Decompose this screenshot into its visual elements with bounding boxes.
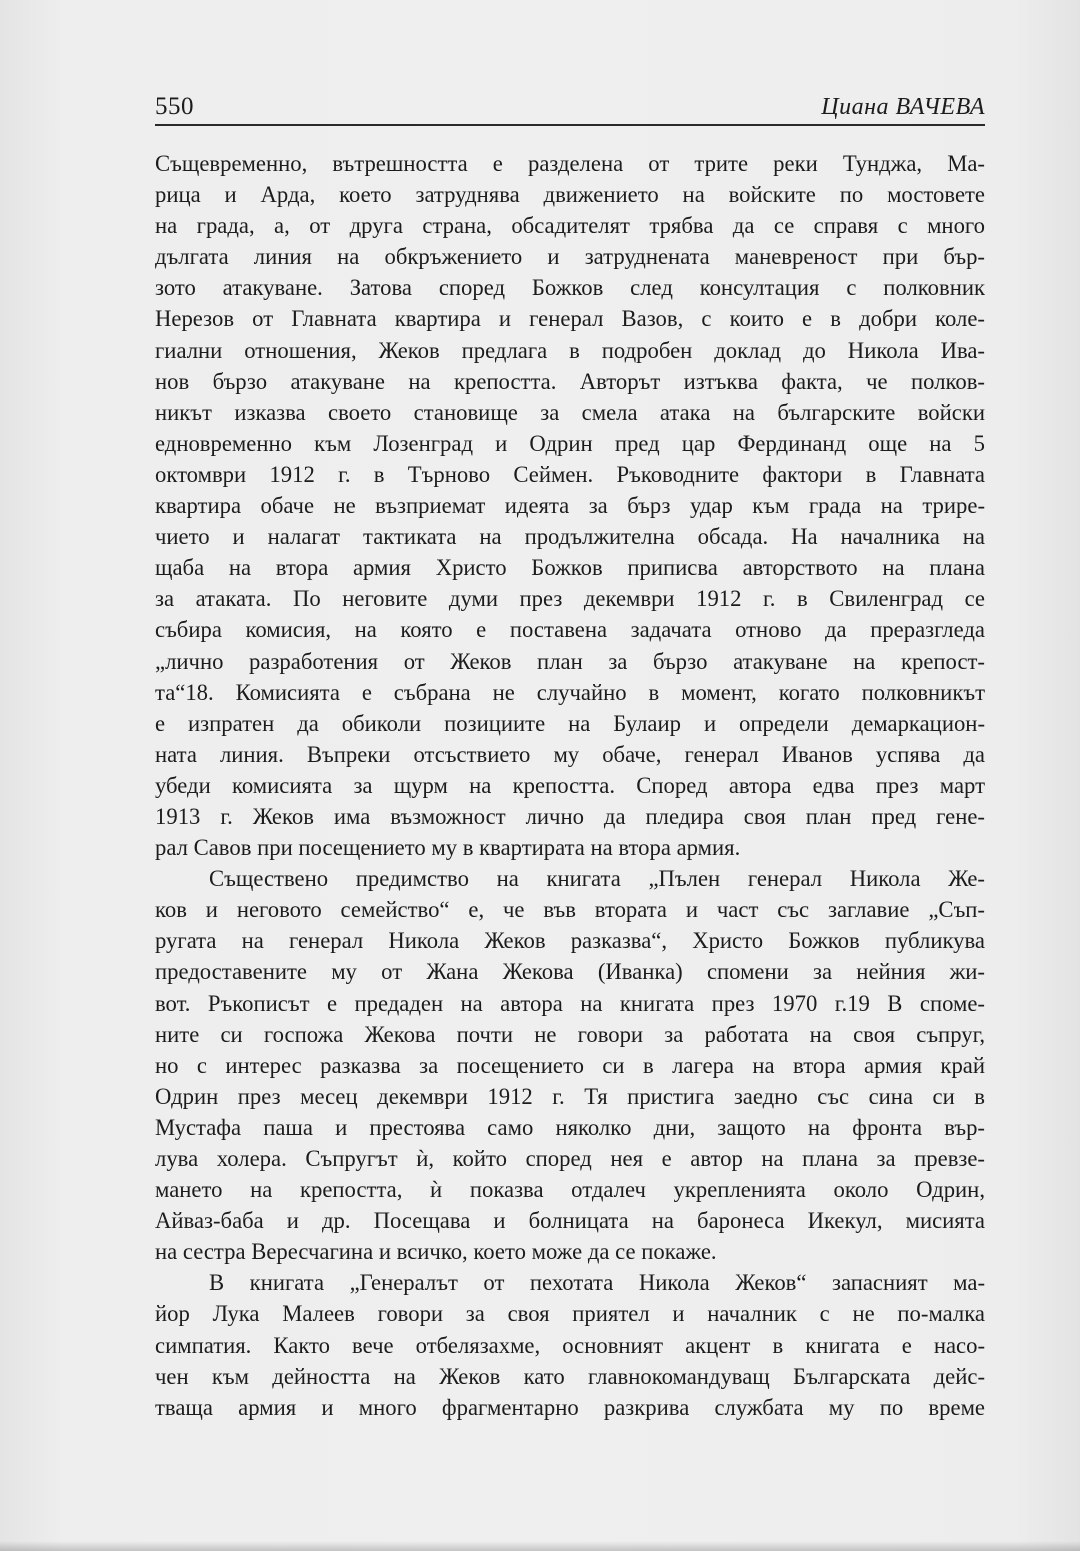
text-line: Одрин през месец декември 1912 г. Тя пристига заедно със сина си в xyxy=(155,1083,985,1109)
text-line: ните си госпожа Жекова почти не говори за работата на своя съпруг, xyxy=(155,1021,985,1047)
text-line: ков и неговото семейство“ е, че във втората и част със заглавие „Съп- xyxy=(155,897,985,923)
text-line: йор Лука Малеев говори за своя приятел и началник с не по-малка xyxy=(155,1301,985,1327)
text-line: „лично разработения от Жеков план за бързо атакуване на крепост- xyxy=(155,648,985,674)
text-line: квартира обаче не възприемат идеята за бърз удар към града на трире- xyxy=(155,493,985,519)
text-line: 1913 г. Жеков има възможност лично да пледира своя план пред гене- xyxy=(155,803,985,829)
text-line: е изпратен да обиколи позициите на Булаир и определи демаркацион- xyxy=(155,710,985,736)
text-line: ната линия. Въпреки отсъствието му обаче, генерал Иванов успява да xyxy=(155,741,985,767)
text-line: ругата на генерал Никола Жеков разказва“, Христо Божков публикува xyxy=(155,928,985,954)
text-line: В книгата „Генералът от пехотата Никола Жеков“ запасният ма- xyxy=(209,1270,985,1296)
text-line: нов бързо атакуване на крепостта. Авторът изтъква факта, че полков- xyxy=(155,368,985,394)
text-line: на града, а, от друга страна, обсадителят трябва да се справя с много xyxy=(155,213,985,239)
page-number: 550 xyxy=(155,93,194,120)
text-line: но с интерес разказва за посещението си в лагера на втора армия край xyxy=(155,1052,985,1078)
running-head: Циана ВАЧЕВА xyxy=(821,94,985,120)
text-line: Айваз-баба и др. Посещава и болницата на баронеса Икекул, мисията xyxy=(155,1208,985,1234)
text-line: събира комисия, на която е поставена задачата отново да преразгледа xyxy=(155,617,985,643)
body-text xyxy=(155,148,985,1423)
page-edge-shadow xyxy=(0,1541,1080,1551)
text-line: дългата линия на обкръжението и затрудненатa маневреност при бър- xyxy=(155,244,985,270)
text-line: убеди комисията за щурм на крепостта. Според автора едва през март xyxy=(155,772,985,798)
text-line: симпатия. Както вече отбелязахме, основният акцент в книгата е насо- xyxy=(155,1332,985,1358)
text-line: никът изказва своето становище за смела атака на българските войски xyxy=(155,399,985,425)
text-line: Нерезов от Главната квартира и генерал Вазов, с които е в добри коле- xyxy=(155,306,985,332)
text-line: вот. Ръкописът е предаден на автора на книгата през 1970 г.19 В споме- xyxy=(155,990,985,1016)
text-line: тваща армия и много фрагментарно разкрива службата му по време xyxy=(155,1394,985,1420)
page-header xyxy=(155,88,985,126)
text-line: чен към дейността на Жеков като главнокомандуващ Българската дейс- xyxy=(155,1363,985,1389)
text-line: рица и Арда, което затруднява движението на войските по мостовете xyxy=(155,182,985,208)
text-line: едновременно към Лозенград и Одрин пред цар Фердинанд още на 5 xyxy=(155,430,985,456)
text-line: гиални отношения, Жеков предлага в подробен доклад до Никола Ива- xyxy=(155,337,985,363)
text-line: Съществено предимство на книгата „Пълен генерал Никола Же- xyxy=(209,866,985,892)
text-line: за атаката. По неговите думи през декември 1912 г. в Свиленград се xyxy=(155,586,985,612)
text-line: лува холера. Съпругът ѝ, който според нея е автор на плана за превзе- xyxy=(155,1146,985,1171)
text-line: щаба на втора армия Христо Божков приписва авторството на плана xyxy=(155,555,985,581)
text-line: на сестра Вересчагина и всичко, което може да се покаже. xyxy=(155,1239,717,1265)
text-line: мането на крепостта, ѝ показва отдалеч укрепленията около Одрин, xyxy=(155,1177,985,1203)
text-line: октомври 1912 г. в Търново Сеймен. Ръководните фактори в Главната xyxy=(155,461,985,487)
text-line: чието и налагат тактиката на продължителна обсада. На началника на xyxy=(155,524,985,550)
text-line: та“18. Комисията е събрана не случайно в момент, когато полковникът xyxy=(155,679,985,705)
text-line: предоставените му от Жана Жекова (Иванка) спомени за нейния жи- xyxy=(155,959,985,985)
text-line: Мустафа паша и престоява само няколко дни, защото на фронта вър- xyxy=(155,1114,985,1140)
text-line: зото атакуване. Затова според Божков след консултация с полковник xyxy=(155,275,985,301)
text-line: Същевременно, вътрешността е разделена от трите реки Тунджа, Ма- xyxy=(155,151,985,176)
text-line: рал Савов при посещението му в квартирата на втора армия. xyxy=(155,835,741,861)
